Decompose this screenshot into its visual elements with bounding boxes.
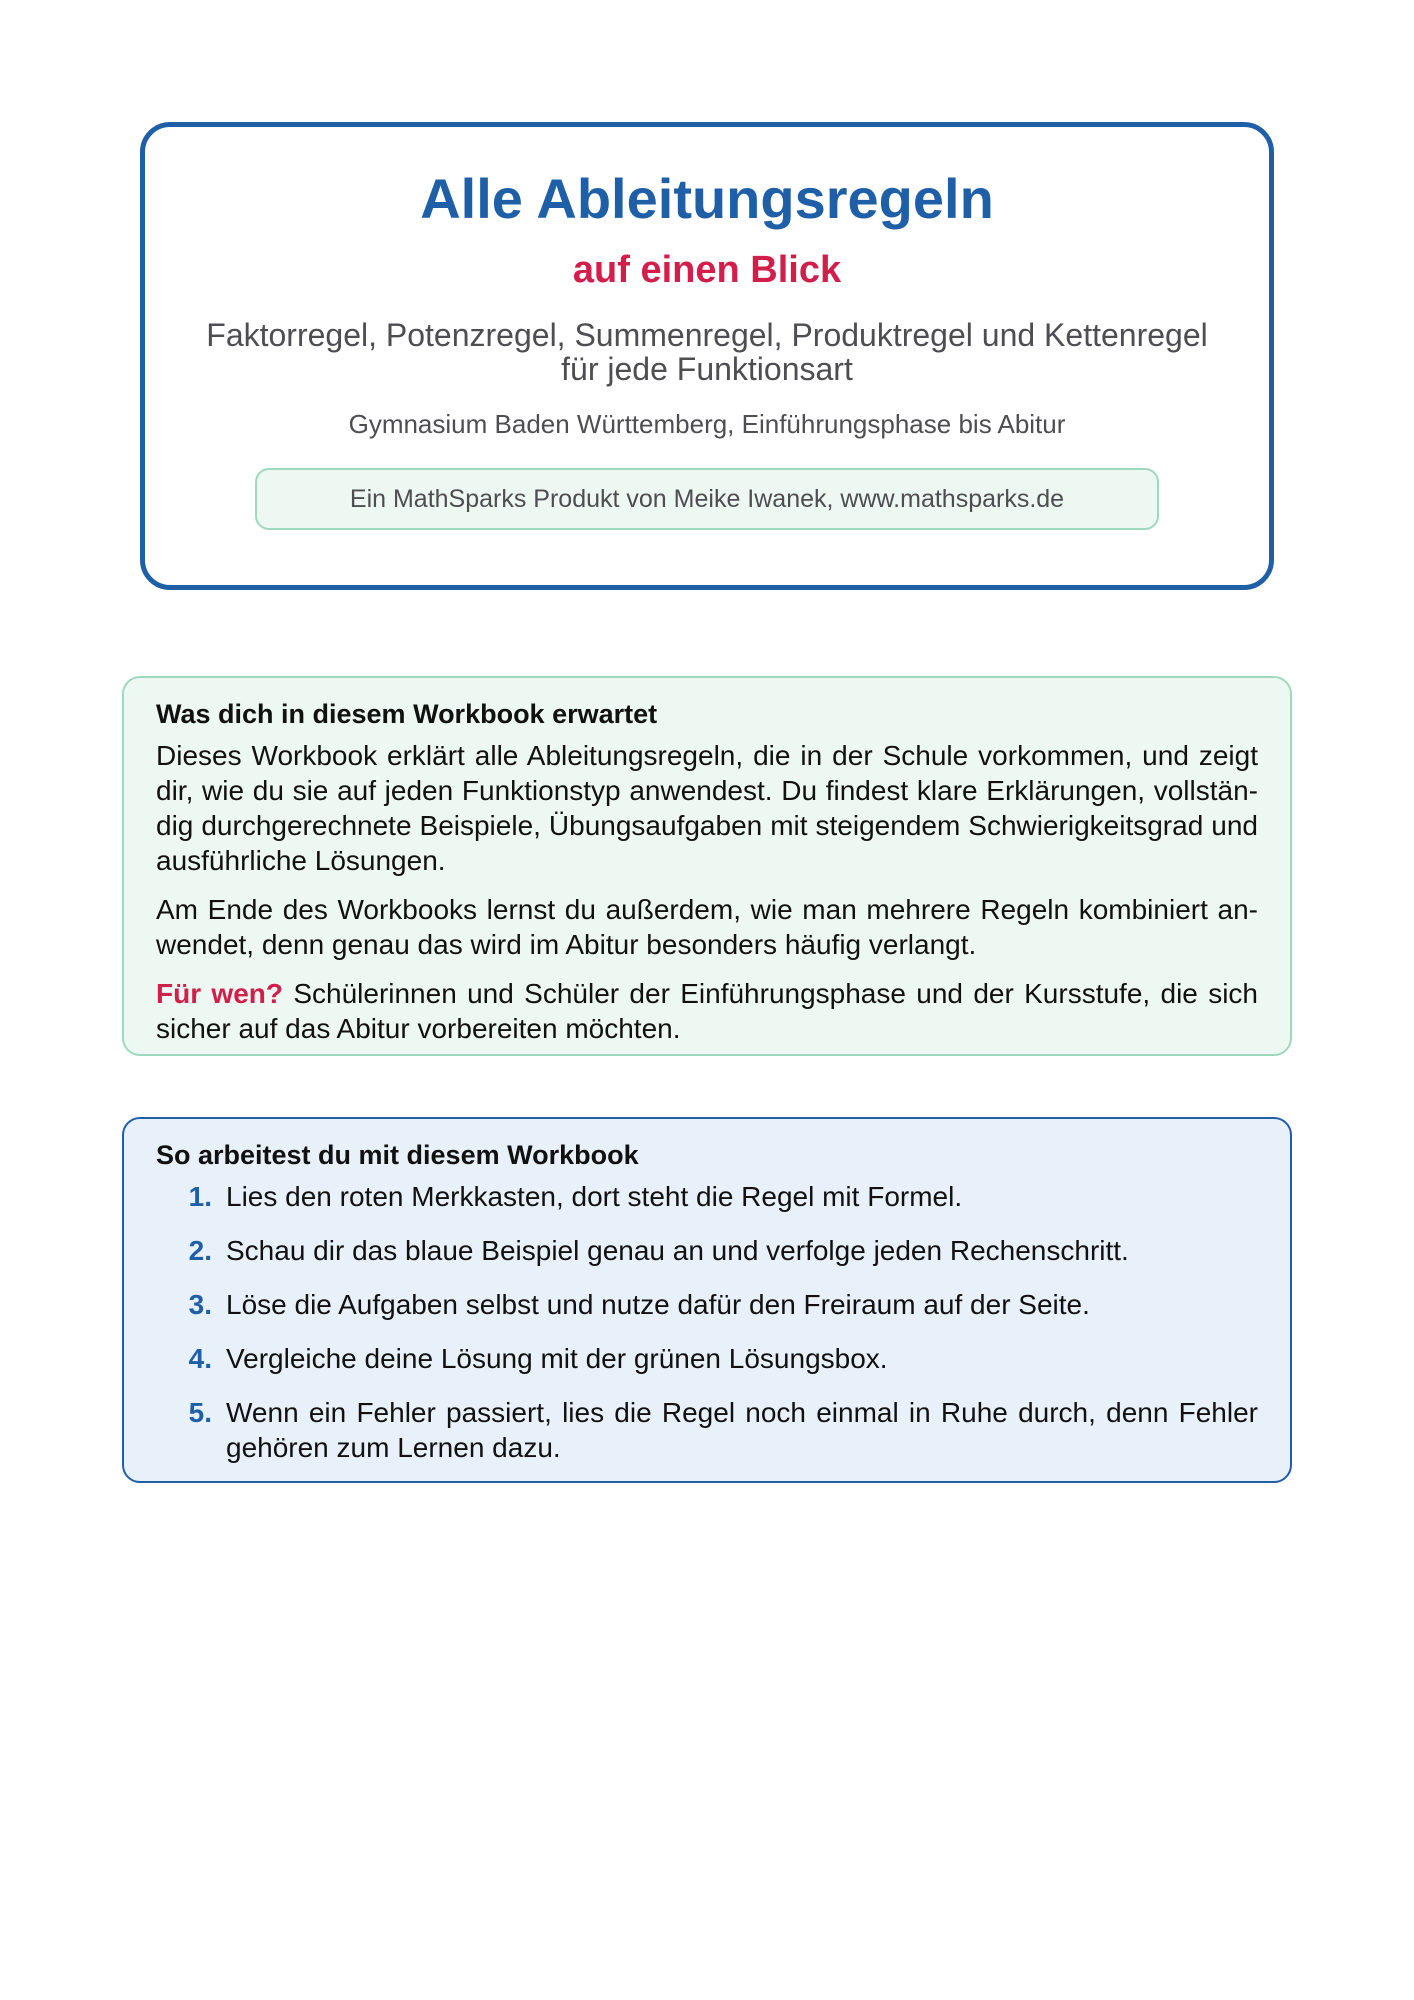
step-text: Löse die Aufgaben selbst und nutze dafür den Freiraum auf der Seite. [226, 1289, 1090, 1320]
intro-paragraph-1: Dieses Workbook erklärt alle Ableitungsregeln, die in der Schule vorkommen, und zeigt dir, wie du sie auf jeden Funktionstyp anwendest. Du findest klare Erklärungen, vollständig durchgerechnete Beispiele, Übungsaufgaben mit steigendem Schwierigkeitsgrad und ausführliche Lösungen. [156, 740, 1258, 876]
page-title: Alle Ableitungsregeln [420, 167, 994, 230]
step-number: 2. [188, 1235, 212, 1266]
audience-label: Für wen? [156, 978, 283, 1009]
list-item [156, 1395, 1258, 1465]
page-subtitle: auf einen Blick [572, 249, 842, 292]
step-number: 5. [188, 1397, 212, 1428]
step-number: 1. [188, 1181, 212, 1212]
rules-description [145, 318, 1269, 386]
list-item [156, 1287, 1258, 1322]
step-text: Lies den roten Merkkasten, dort steht die Regel mit Formel. [226, 1181, 963, 1212]
list-item [156, 1179, 1258, 1214]
step-number: 4. [188, 1343, 212, 1374]
title-box [140, 122, 1274, 590]
howto-heading: So arbeitest du mit diesem Workbook [156, 1140, 639, 1170]
howto-box [122, 1117, 1292, 1483]
step-text: Vergleiche deine Lösung mit der grünen Lösungsbox. [226, 1343, 888, 1374]
intro-paragraph-2: Am Ende des Workbooks lernst du außerdem, wie man mehrere Regeln kombiniert anwendet, denn genau das wird im Abitur besonders häufig verlangt. [156, 894, 1258, 960]
list-item [156, 1233, 1258, 1268]
intro-box [122, 676, 1292, 1056]
audience-text: Schülerinnen und Schüler der Einführungsphase und der Kursstufe, die sich sicher auf das Abitur vorbereiten möchten. [156, 978, 1258, 1044]
step-text: Schau dir das blaue Beispiel genau an und verfolge jeden Rechenschritt. [226, 1235, 1129, 1266]
list-item [156, 1341, 1258, 1376]
step-text: Wenn ein Fehler passiert, lies die Regel noch einmal in Ruhe durch, denn Fehler gehören zum Lernen dazu. [226, 1397, 1258, 1463]
step-number: 3. [188, 1289, 212, 1320]
credit-banner: Ein MathSparks Produkt von Meike Iwanek, www.mathsparks.de [255, 468, 1159, 530]
audience-paragraph [156, 976, 1258, 1046]
rules-description-line1: Faktorregel, Potenzregel, Summenregel, Produktregel und Kettenregel [206, 316, 1208, 353]
rules-description-line2: für jede Funktionsart [561, 350, 853, 387]
school-info: Gymnasium Baden Württemberg, Einführungsphase bis Abitur [348, 408, 1066, 439]
intro-heading: Was dich in diesem Workbook erwartet [156, 699, 658, 729]
